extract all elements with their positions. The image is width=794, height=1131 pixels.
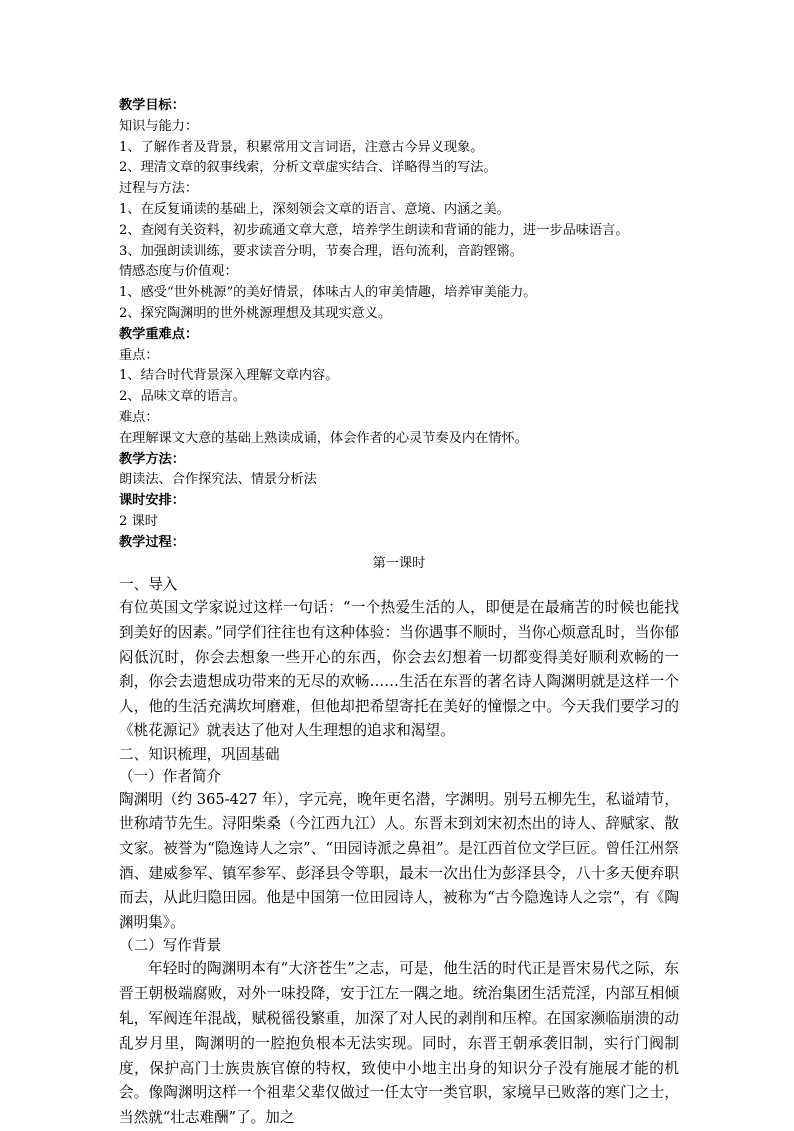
process-method-item-3: 3、加强朗读训练，要求读音分明，节奏合理，语句流利，音韵铿锵。 [119, 243, 524, 259]
author-intro-text: 陶渊明（约 365-427 年），字元亮，晚年更名潜，字渊明。别号五柳先生，私谥靖节，世称靖节先生。浔阳柴桑（今江西九江）人。东晋末到刘宋初杰出的诗人、辞赋家、散文家。被誉为“隐逸诗人之宗”、“田园诗派之鼻祖”。是江西首位文学巨匠。曾任江州祭酒、建威参军、镇军参军、彭泽县令等职，最末一次出仕为彭泽县令，八十多天便弃职而去，从此归隐田园。他是中国第一位田园诗人，被称为“古今隐逸诗人之宗”，有《陶渊明集》。 [119, 790, 679, 931]
background-title: （二）写作背景 [119, 937, 222, 955]
knowledge-item-1: 1、了解作者及背景，积累常用文言词语，注意古今异义现象。 [119, 139, 484, 155]
schedule-heading: 课时安排： [119, 493, 185, 509]
process-method-item-1: 1、在反复诵读的基础上，深刻领会文章的语言、意境、内涵之美。 [119, 201, 510, 217]
process-method-label: 过程与方法： [119, 181, 199, 197]
process-method-item-2: 2、查阅有关资料，初步疏通文章大意，培养学生朗读和背诵的能力，进一步品味语言。 [119, 222, 629, 238]
focus-item-2: 2、品味文章的语言。 [119, 389, 247, 405]
methods-heading: 教学方法： [119, 451, 185, 467]
emotion-item-2: 2、探究陶渊明的世外桃源理想及其现实意义。 [119, 305, 392, 321]
difficulty-text: 在理解课文大意的基础上熟读成诵，体会作者的心灵节奏及内在情怀。 [119, 430, 528, 446]
schedule-text: 2 课时 [119, 513, 158, 529]
section-intro-text: 有位英国文学家说过这样一句话：“一个热爱生活的人，即便是在最痛苦的时候也能找到美好的因素。”同学们往往也有这种体验：当你遇事不顺时，当你心烦意乱时，当你郁闷低沉时，你会去想象一些开心的东西，你会去幻想着一切都变得美好顺利欢畅的一刹，你会去遗想成功带来的无尽的欢畅……生活在东晋的著名诗人陶渊明就是这样一个人，他的生活充满坎坷磨难，但他却把希望寄托在美好的憧憬之中。今天我们要学习的《桃花源记》就表达了他对人生理想的追求和渴望。 [119, 599, 679, 740]
document-page [119, 96, 679, 1131]
objectives-heading: 教学目标： [119, 98, 185, 113]
knowledge-item-2: 2、理清文章的叙事线索，分析文章虚实结合、详略得当的写法。 [119, 160, 497, 176]
emotion-item-1: 1、感受“世外桃源”的美好情景，体味古人的审美情趣，培养审美能力。 [119, 285, 537, 301]
teaching-process-heading: 教学过程： [119, 534, 185, 550]
focus-item-1: 1、结合时代背景深入理解文章内容。 [119, 368, 339, 384]
key-points-heading: 教学重难点： [119, 326, 199, 342]
background-text: 年轻时的陶渊明本有“大济苍生”之志，可是，他生活的时代正是晋宋易代之际，东晋王朝极端腐败，对外一味投降，安于江左一隅之地。统治集团生活荒淫，内部互相倾轧，军阀连年混战，赋税徭役繁重，加深了对人民的剥削和压榨。在国家濒临崩溃的动乱岁月里，陶渊明的一腔抱负根本无法实现。同时，东晋王朝承袭旧制，实行门阀制度，保护高门士族贵族官僚的特权，致使中小地主出身的知识分子没有施展才能的机会。像陶渊明这样一个祖辈父辈仅做过一任太守一类官职，家境早已败落的寒门之士，当然就“壮志难酬”了。加之 [119, 960, 679, 1127]
section-knowledge-title: 二、知识梳理，巩固基础 [119, 745, 280, 763]
emotion-label: 情感态度与价值观： [119, 264, 238, 280]
methods-text: 朗读法、合作探究法、情景分析法 [119, 472, 317, 488]
section-intro-title: 一、导入 [119, 576, 178, 594]
focus-label: 重点： [119, 347, 159, 363]
lesson-title: 第一课时 [372, 555, 426, 571]
knowledge-label: 知识与能力： [119, 118, 199, 134]
author-intro-title: （一）作者简介 [119, 767, 222, 785]
difficulty-label: 难点： [119, 409, 159, 425]
